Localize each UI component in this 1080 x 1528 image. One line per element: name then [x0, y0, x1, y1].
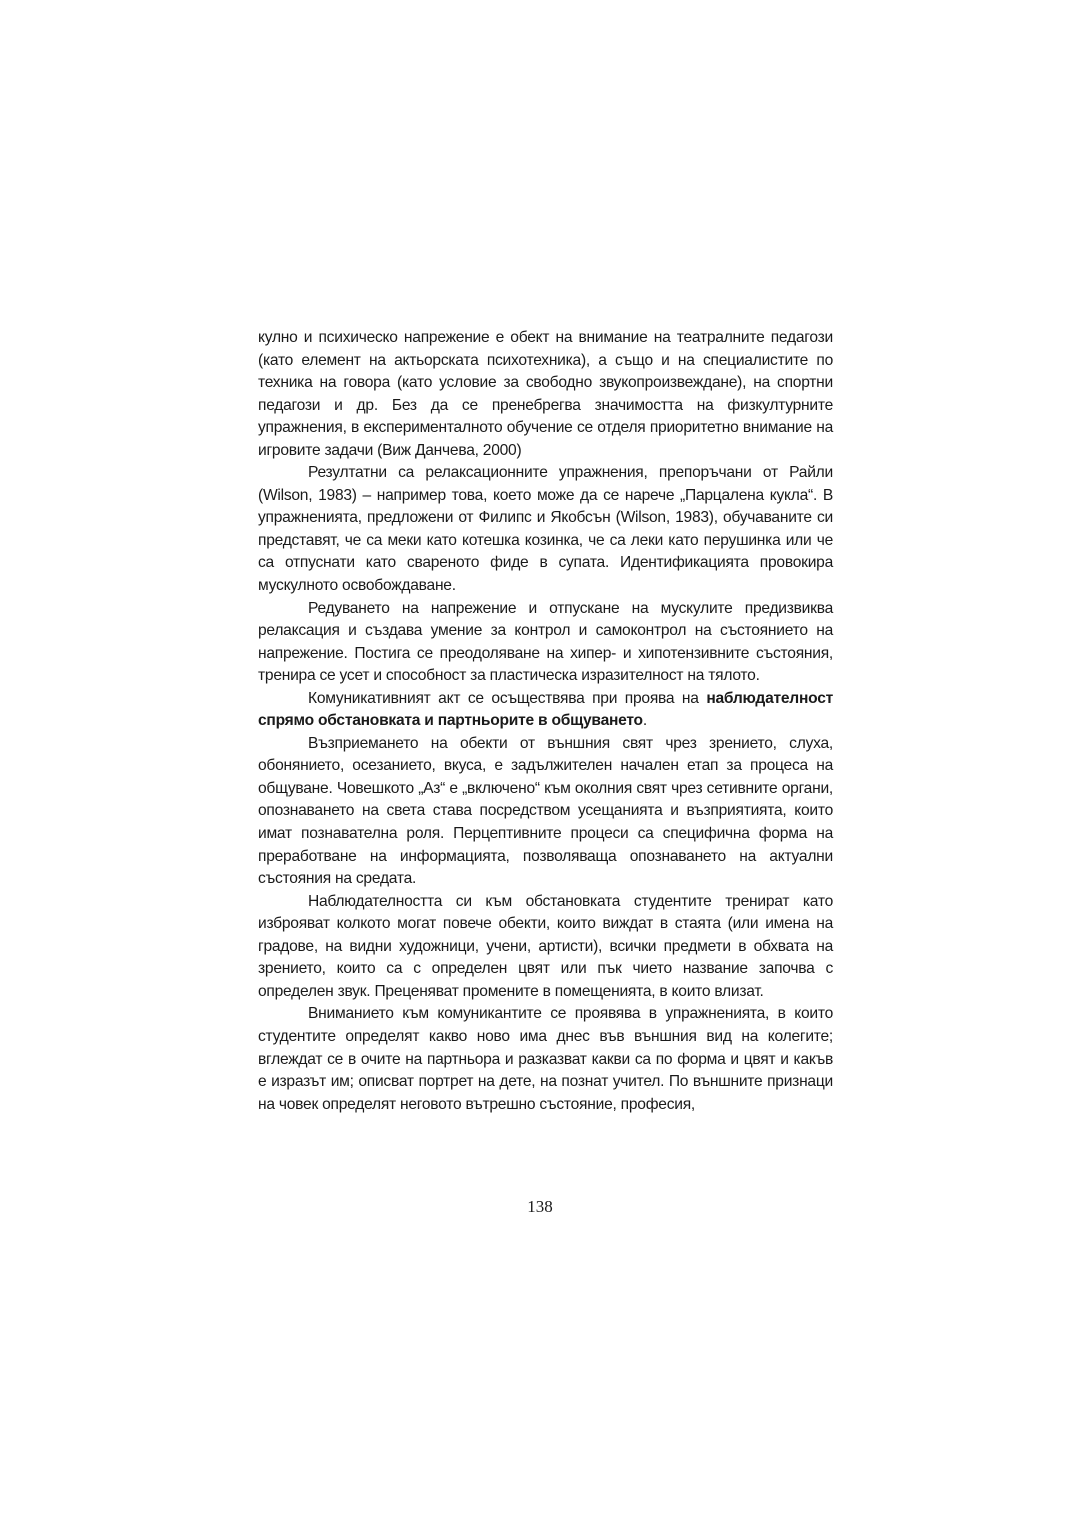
page-number: 138: [527, 1197, 553, 1216]
paragraph-4: [258, 688, 833, 733]
paragraph-6: Наблюдателността си към обстановката студентите тренират като изброяват колкото могат повече обекти, които виждат в стаята (или имена на градове, на видни художници, учени, артисти), всички предмети в обхвата на зрението, които са с определен цвят или пък чието название започва с определен звук. Преценяват промените в помещенията, в които влизат.: [258, 892, 833, 1000]
paragraph-7: Вниманието към комуникантите се проявява в упражненията, в които студентите определят какво ново има днес във външния вид на колегите; вглеждат се в очите на партньора и разказват какви са по форма и цвят и какъв е изразът им; описват портрет на дете, на познат учител. По външните признаци на човек определят неговото вътрешно състояние, професия,: [258, 1005, 833, 1113]
paragraph-3: Редуването на напрежение и отпускане на мускулите предизвиква релаксация и създава умение за контрол и самоконтрол на състоянието на напрежение. Постига се преодоляване на хипер- и хипотензивните състояния, тренира се усет и способност за пластическа изразителност на тялото.: [258, 599, 833, 685]
paragraph-4-emphasis: наблюдателност спрямо обстановката и партньорите в общуването: [258, 689, 833, 730]
paragraph-4-start: Комуникативният акт се осъществява при проява на: [308, 689, 707, 707]
page-body-text: [258, 327, 833, 1116]
paragraph-5: Възприемането на обекти от външния свят чрез зрението, слуха, обонянието, осезанието, вкуса, е задължителен начален етап за процеса на общуване. Човешкото „Аз“ е „включено“ към околния свят чрез сетивните органи, опознаването на света става посредством усещанията и възприятията, които имат познавателна роля. Перцептивните процеси са специфична форма на преработване на информацията, позволяваща опознаването на актуални състояния на средата.: [258, 734, 833, 888]
paragraph-4-end: .: [642, 712, 647, 730]
paragraph-2: Резултатни са релаксационните упражнения, препоръчани от Райли (Wilson, 1983) – например това, което може да се нарече „Парцалена кукла“. В упражненията, предложени от Филипс и Якобсън (Wilson, 1983), обучаваните си представят, че са меки като котешка козинка, че са леки като перушинка или че са отпуснати като свареното фиде в супата. Идентификацията провокира мускулното освобождаване.: [258, 464, 833, 595]
paragraph-1: кулно и психическо напрежение е обект на внимание на театралните педагози (като елемент на актьорската психотехника), а също и на специалистите по техника на говора (като условие за свободно звукопроизвеждане), на спортни педагози и др. Без да се пренебрегва значимостта на физкултурните упражнения, в експерименталното обучение се отделя приоритетно внимание на игровите задачи (Виж Данчева, 2000): [258, 329, 833, 459]
